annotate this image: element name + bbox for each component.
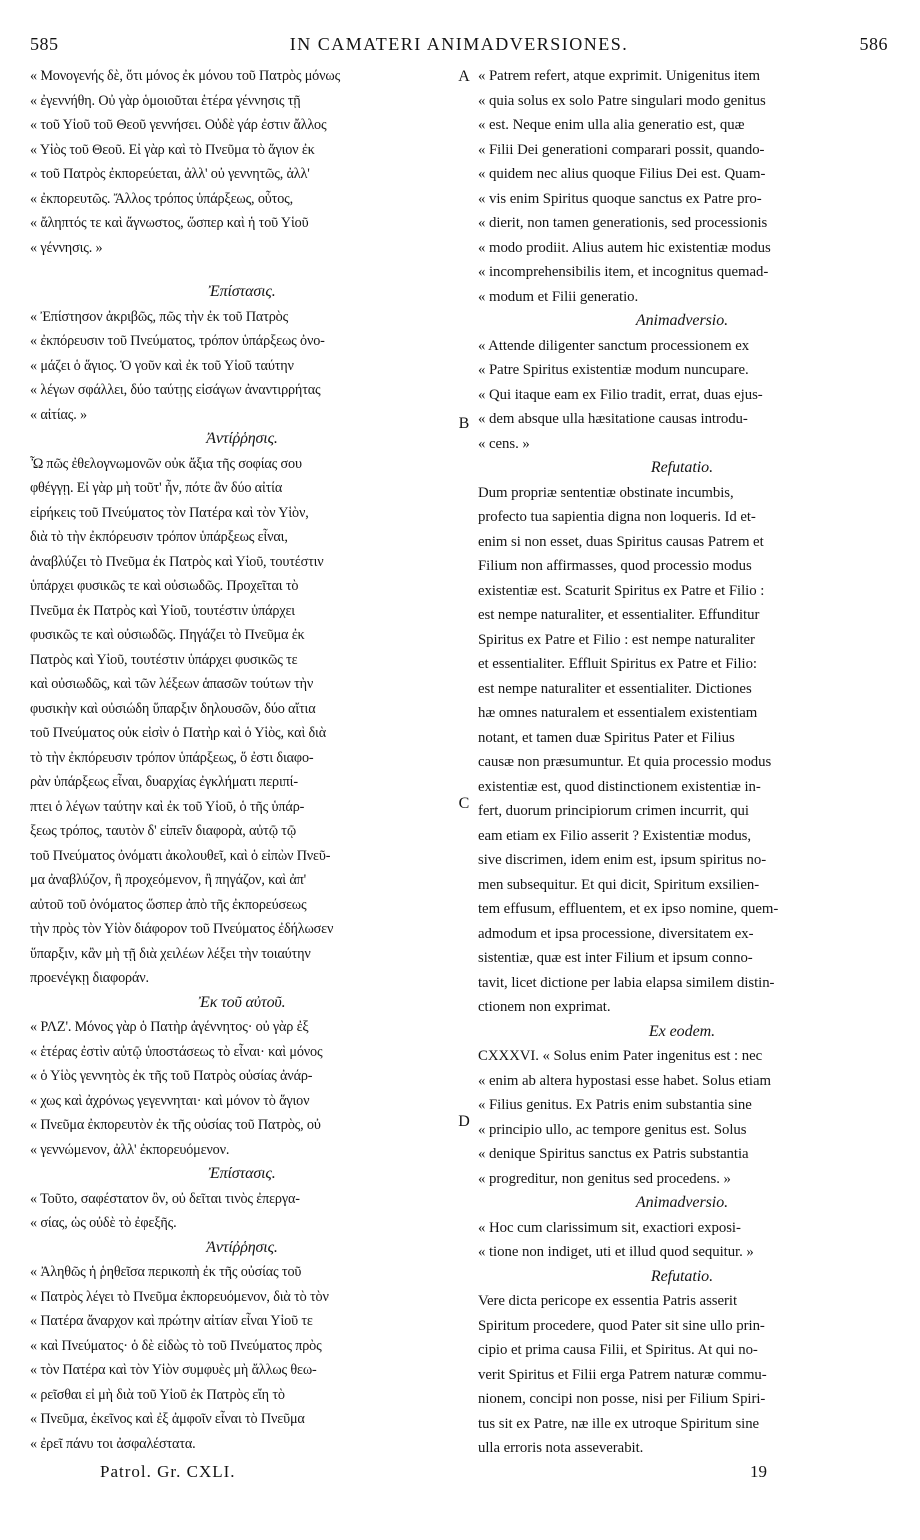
text-line: αὐτοῦ τοῦ ὀνόματος ὥσπερ ἀπὸ τῆς ἐκπορεύσεως <box>30 896 307 913</box>
margin-letter-a: A <box>458 68 470 85</box>
section-heading: Refutatio. <box>650 459 714 476</box>
spacer <box>30 260 454 280</box>
text-line: causæ non præsumuntur. Et quia processio modus <box>478 754 772 770</box>
text-line: « ἐρεῖ πάνυ τοι ἀσφαλέστατα. <box>30 1435 196 1452</box>
text-line: tem effusum, effluentem, et ex ipso nomine, quem- <box>478 901 779 917</box>
text-line: « χως καὶ ἀχρόνως γεγεννηται· καὶ μόνον τὸ ἅγιον <box>30 1092 310 1109</box>
section-heading: Animadversio. <box>635 312 729 329</box>
text-line: « τοῦ Υἱοῦ τοῦ Θεοῦ γεννήσει. Οὐδὲ γάρ ἐστιν ἄλλος <box>30 117 327 133</box>
text-line: « Υἱὸς τοῦ Θεοῦ. Εἰ γὰρ καὶ τὸ Πνεῦμα τὸ ἅγιον ἐκ <box>30 141 315 158</box>
section-heading: Ἐπίστασις. <box>208 1165 276 1182</box>
margin-letter-c: C <box>458 795 470 812</box>
text-line: hæ omnes naturalem et essentialem existentiam <box>478 705 758 721</box>
text-line: « quia solus ex solo Patre singulari modo genitus <box>478 92 766 109</box>
section-heading: Refutatio. <box>650 1267 714 1285</box>
text-line: admodum et ipsa processione, diversitatem ex- <box>478 925 754 942</box>
text-line: φυσικῶς τε καὶ οὐσιωδῶς. Πηγάζει τὸ Πνεῦμα ἐκ <box>30 627 305 643</box>
text-line: προενέγκῃ διαφοράν. <box>30 970 149 986</box>
text-line: cipio et prima causa Filii, et Spiritus. At qui no- <box>478 1342 758 1358</box>
text-line: nionem, concipi non posse, nisi per Filium Spiri- <box>478 1391 766 1407</box>
text-line: ὕπαρξιν, κἂν μὴ τῇ διὰ χειλέων λέξει τὴν τοιαύτην <box>30 945 311 962</box>
text-line: ἀναβλύζει τὸ Πνεῦμα ἐκ Πατρὸς καὶ Υἱοῦ, τουτέστιν <box>30 553 324 570</box>
text-line: « enim ab altera hypostasi esse habet. Solus etiam <box>478 1072 771 1089</box>
text-line: profecto tua sapientia digna non loqueris. Id et- <box>478 509 756 525</box>
text-line: verit Spiritus et Filii erga Patrem naturæ commu- <box>478 1366 767 1383</box>
latin-column <box>478 64 886 1461</box>
text-line: « cens. » <box>478 435 530 452</box>
text-line: « est. Neque enim ulla alia generatio est, quæ <box>478 117 745 133</box>
text-line: est nempe naturaliter, et essentialiter. Effunditur <box>478 607 760 623</box>
text-line: « Τοῦτο, σαφέστατον ὂν, οὐ δεῖται τινὸς ἐπεργα- <box>30 1190 300 1207</box>
text-line: « progreditur, non genitus sed procedens. » <box>478 1170 731 1187</box>
text-line: « modo prodiit. Alius autem hic existentiæ modus <box>478 239 771 256</box>
text-line: sistentiæ, quæ est inter Filium et ipsum conno- <box>478 950 753 966</box>
text-line: « Hoc cum clarissimum sit, exactiori exposi- <box>478 1219 741 1236</box>
text-line: « γεννώμενον, ἀλλ' ἐκπορευόμενον. <box>30 1141 230 1158</box>
text-line: « σίας, ὡς οὐδὲ τὸ ἐφεξῆς. <box>30 1215 177 1231</box>
text-line: « Filius genitus. Ex Patris enim substantia sine <box>478 1097 752 1113</box>
section-heading: Animadversio. <box>635 1194 729 1211</box>
text-line: existentiæ est. Scaturit Spiritus ex Patre et Filio : <box>478 582 765 599</box>
text-line: « vis enim Spiritus quoque sanctus ex Patre pro- <box>478 190 762 207</box>
text-line: Spiritum procedere, quod Pater sit sine ullo prin- <box>478 1317 765 1334</box>
text-line: existentiæ est, quod distinctionem existentiæ in- <box>478 778 761 795</box>
text-line: « dem absque ulla hæsitatione causas introdu- <box>478 411 748 427</box>
text-line: μα ἀναβλύζον, ἢ προχεόμενον, ἢ πηγάζον, καὶ ἀπ' <box>30 872 307 888</box>
section-heading: Ἐκ τοῦ αὐτοῦ. <box>198 993 286 1011</box>
text-line: « καὶ Πνεύματος· ὁ δὲ εἰδὼς τὸ τοῦ Πνεύματος πρὸς <box>30 1337 322 1354</box>
text-line: tavit, licet dictione per labia elapsa similem distin- <box>478 974 775 991</box>
text-line: men subsequitur. Et qui dicit, Spiritum exsilien- <box>478 876 760 893</box>
text-line: τοῦ Πνεύματος οὐκ εἰσὶν ὁ Πατὴρ καὶ ὁ Υἱὸς, καὶ διὰ <box>30 725 327 741</box>
text-line: Ὦ πῶς ἐθελογνωμονῶν οὐκ ἄξια τῆς σοφίας σου <box>30 455 302 472</box>
text-line: πτει ὁ λέγων ταύτην καὶ ἐκ τοῦ Υἱοῦ, ὁ τῆς ὑπάρ- <box>30 798 305 815</box>
text-line: « incomprehensibilis item, et incognitus quemad- <box>478 264 769 280</box>
text-line: ctionem non exprimat. <box>478 999 611 1015</box>
text-line: « dierit, non tamen generationis, sed processionis <box>478 215 768 231</box>
text-line: « Attende diligenter sanctum processionem ex <box>478 337 750 354</box>
text-line: ξεως τρόπος, ταυτὸν δ' εἰπεῖν διαφορὰ, αὐτῷ τῷ <box>30 823 297 839</box>
text-line: « tione non indiget, uti et illud quod sequitur. » <box>478 1244 754 1260</box>
text-line: et essentialiter. Effluit Spiritus ex Patre et Filio: <box>478 656 757 672</box>
text-line: tus sit ex Patre, næ ille ex utroque Spiritum sine <box>478 1415 760 1432</box>
text-line: « denique Spiritus sanctus ex Patris substantia <box>478 1146 749 1162</box>
page-number-left: 585 <box>30 34 59 54</box>
footer-volume: Patrol. Gr. CXLI. <box>100 1462 236 1481</box>
text-line: « Ἀληθῶς ἡ ῥηθεῖσα περικοπὴ ἐκ τῆς οὐσίας τοῦ <box>30 1264 302 1280</box>
text-line: « quidem nec alius quoque Filius Dei est. Quam- <box>478 166 766 182</box>
greek-column <box>30 64 454 1456</box>
page-title: IN CAMATERI ANIMADVERSIONES. <box>289 34 629 54</box>
text-line: τὴν πρὸς τὸν Υἱὸν διάφορον τοῦ Πνεύματος ἐδήλωσεν <box>30 921 334 937</box>
text-line: « Patre Spiritus existentiæ modum nuncupare. <box>478 362 749 378</box>
text-line: « ΡΛΖ'. Μόνος γὰρ ὁ Πατὴρ ἀγέννητος· οὐ γὰρ ἐξ <box>30 1019 309 1035</box>
text-line: « ὁ Υἱὸς γεννητὸς ἐκ τῆς τοῦ Πατρὸς οὐσίας ἀνάρ- <box>30 1068 313 1084</box>
text-line: ρὰν ὑπάρξεως εἶναι, δυαρχίας ἐγκλήματι περιπί- <box>30 774 298 790</box>
text-line: « Patrem refert, atque exprimit. Unigenitus item <box>478 68 760 84</box>
margin-letter-b: B <box>458 415 470 432</box>
text-line: « ἑτέρας ἐστὶν αὐτῷ ὑποστάσεως τὸ εἶναι· καὶ μόνος <box>30 1043 323 1060</box>
text-line: Πνεῦμα ἐκ Πατρὸς καὶ Υἱοῦ, τουτέστιν ὑπάρχει <box>30 602 295 619</box>
section-heading: Ἐπίστασις. <box>208 283 276 300</box>
text-line: τὸ τὴν ἐκπόρευσιν τρόπον ὑπάρξεως, ὅ ἐστι διαφο- <box>30 749 314 766</box>
footer-signature: 19 <box>750 1462 767 1481</box>
text-line: ὑπάρχει φυσικῶς τε καὶ οὐσιωδῶς. Προχεῖται τὸ <box>30 578 299 594</box>
text-line: enim si non esset, duas Spiritus causas Patrem et <box>478 533 764 550</box>
text-line: « γέννησις. » <box>30 239 103 256</box>
text-line: « ἄληπτός τε καὶ ἄγνωστος, ὥσπερ καὶ ἡ τοῦ Υἱοῦ <box>30 215 309 231</box>
text-line: φθέγγῃ. Εἰ γὰρ μὴ τοῦτ' ἦν, πότε ἂν δύο αἰτία <box>30 480 283 496</box>
text-line: « ἐκπορευτῶς. Ἄλλος τρόπος ὑπάρξεως, οὗτος, <box>30 190 294 207</box>
running-head <box>30 30 888 60</box>
text-line: Πατρὸς καὶ Υἱοῦ, τουτέστιν ὑπάρχει φυσικῶς τε <box>30 651 298 668</box>
page-number-right: 586 <box>859 34 888 54</box>
text-line: « αἰτίας. » <box>30 406 87 423</box>
text-line: est nempe naturaliter et essentialiter. Dictiones <box>478 680 752 697</box>
text-line: « μάζει ὁ ἅγιος. Ὁ γοῦν καὶ ἐκ τοῦ Υἱοῦ ταύτην <box>30 357 294 374</box>
text-line: notant, et tamen duæ Spiritus Pater et Filius <box>478 729 735 746</box>
text-line: « Πνεῦμα ἐκπορευτὸν ἐκ τῆς οὐσίας τοῦ Πατρὸς, οὐ <box>30 1117 321 1133</box>
text-line: « Πατρὸς λέγει τὸ Πνεῦμα ἐκπορευόμενον, διὰ τὸ τὸν <box>30 1288 329 1305</box>
text-line: « Πνεῦμα, ἐκεῖνος καὶ ἐξ ἀμφοῖν εἶναι τὸ Πνεῦμα <box>30 1411 305 1427</box>
text-line: « Μονογενής δὲ, ὅτι μόνος ἐκ μόνου τοῦ Πατρὸς μόνως <box>30 68 341 84</box>
section-heading: Ἀντίῤῥησις. <box>206 430 278 447</box>
text-line: eam etiam ex Filio asserit ? Existentiæ modus, <box>478 827 752 844</box>
text-line: CXXXVI. « Solus enim Pater ingenitus est : nec <box>478 1048 763 1064</box>
text-line: Filium non affirmasses, quod processio modus <box>478 558 752 574</box>
text-line: « λέγων σφάλλει, δύο ταύτῃς εἰσάγων ἀναντιρρήτας <box>30 382 321 398</box>
text-line: Dum propriæ sententiæ obstinate incumbis, <box>478 484 734 501</box>
section-heading: Ex eodem. <box>648 1022 716 1040</box>
text-line: « τὸν Πατέρα καὶ τὸν Υἱὸν συμφυὲς μὴ ἄλλως θεω- <box>30 1362 317 1378</box>
text-line: εἰρήκεις τοῦ Πνεύματος τὸν Πατέρα καὶ τὸν Υἱὸν, <box>30 504 309 521</box>
text-line: Vere dicta pericope ex essentia Patris asserit <box>478 1293 738 1309</box>
text-line: διὰ τὸ τὴν ἐκπόρευσιν τρόπον ὑπάρξεως εἶναι, <box>30 529 288 545</box>
text-line: καὶ οὐσιωδῶς, καὶ τῶν λέξεων ἁπασῶν τούτων τὴν <box>30 676 314 692</box>
text-line: fert, duorum principiorum crimen incurrit, qui <box>478 803 749 819</box>
text-line: « Qui itaque eam ex Filio tradit, errat, duas ejus- <box>478 386 763 403</box>
section-heading: Ἀντίῤῥησις. <box>206 1238 278 1256</box>
text-line: « ἐγεννήθη. Οὐ γὰρ ὁμοιοῦται ἑτέρα γέννησις τῇ <box>30 92 301 109</box>
text-line: ulla erroris nota asseverabit. <box>478 1440 644 1456</box>
text-line: « modum et Filii generatio. <box>478 288 639 305</box>
text-line: « principio ullo, ac tempore genitus est. Solus <box>478 1121 747 1138</box>
text-line: « τοῦ Πατρὸς ἐκπορεύεται, ἀλλ' οὐ γεννητῶς, ἀλλ' <box>30 166 310 182</box>
text-line: Spiritus ex Patre et Filio : est nempe naturaliter <box>478 631 755 648</box>
text-line: τοῦ Πνεύματος ὀνόματι ἀκολουθεῖ, καὶ ὁ εἰπὼν Πνεῦ- <box>30 847 331 864</box>
text-line: « Ἐπίστησον ἀκριβῶς, πῶς τὴν ἐκ τοῦ Πατρὸς <box>30 308 289 325</box>
text-line: φυσικὴν καὶ οὐσιώδη ὕπαρξιν δηλουσῶν, δύο αἴτια <box>30 700 316 717</box>
text-line: « ἐκπόρευσιν τοῦ Πνεύματος, τρόπον ὑπάρξεως ὀνο- <box>30 333 325 349</box>
text-line: « Filii Dei generationi comparari possit, quando- <box>478 141 765 158</box>
page-footer <box>30 1462 888 1492</box>
text-line: sive discrimen, idem enim est, ipsum spiritus no- <box>478 852 767 868</box>
text-line: « Πατέρα ἄναρχον καὶ πρώτην αἰτίαν εἶναι Υἱοῦ τε <box>30 1313 313 1329</box>
text-line: « ρεῖσθαι εἰ μὴ διὰ τοῦ Υἱοῦ ἐκ Πατρὸς εἴη τὸ <box>30 1386 285 1403</box>
margin-letter-d: D <box>458 1113 470 1130</box>
